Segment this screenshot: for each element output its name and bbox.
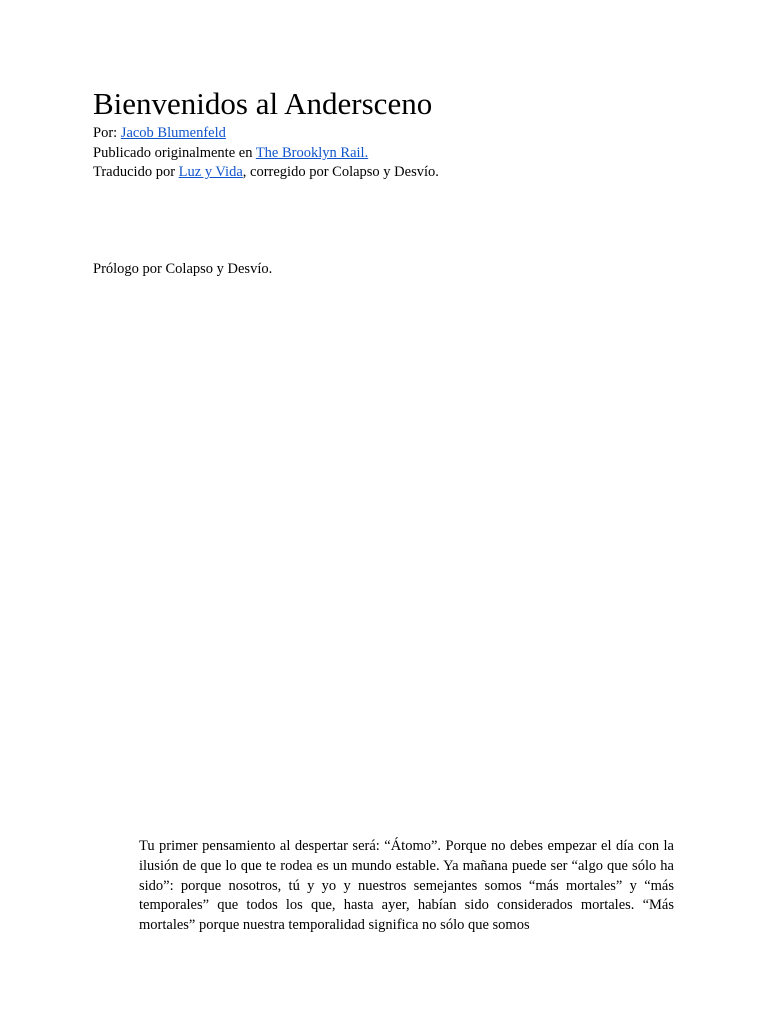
document-title: Bienvenidos al Andersceno	[93, 86, 433, 121]
translation-suffix: , corregido por Colapso y Desvío.	[242, 164, 439, 180]
body-paragraph: Tu primer pensamiento al despertar será: “Átomo”. Porque no debes empezar el día con la ilusión de que lo que te rodea es un mundo estable. Ya mañana puede ser “algo que sólo ha sido”: porque nosotros, tú y yo y nuestros semejantes somos “más mortales” y “más temporales” que todos los que, hasta ayer, habían sido considerados mortales. “Más mortales” porque nuestra temporalidad significa no sólo que somos	[139, 838, 674, 934]
byline	[93, 124, 226, 144]
prologue-line: Prólogo por Colapso y Desvío.	[93, 261, 273, 277]
translation-line	[93, 163, 439, 183]
translation-prefix: Traducido por	[93, 164, 179, 180]
translator-link[interactable]: Luz y Vida	[178, 164, 243, 180]
author-link[interactable]: Jacob Blumenfeld	[120, 125, 226, 141]
publication-prefix: Publicado originalmente en	[93, 145, 256, 161]
publication-line	[93, 144, 368, 164]
byline-prefix: Por:	[93, 125, 121, 141]
source-link[interactable]: The Brooklyn Rail.	[255, 145, 369, 161]
